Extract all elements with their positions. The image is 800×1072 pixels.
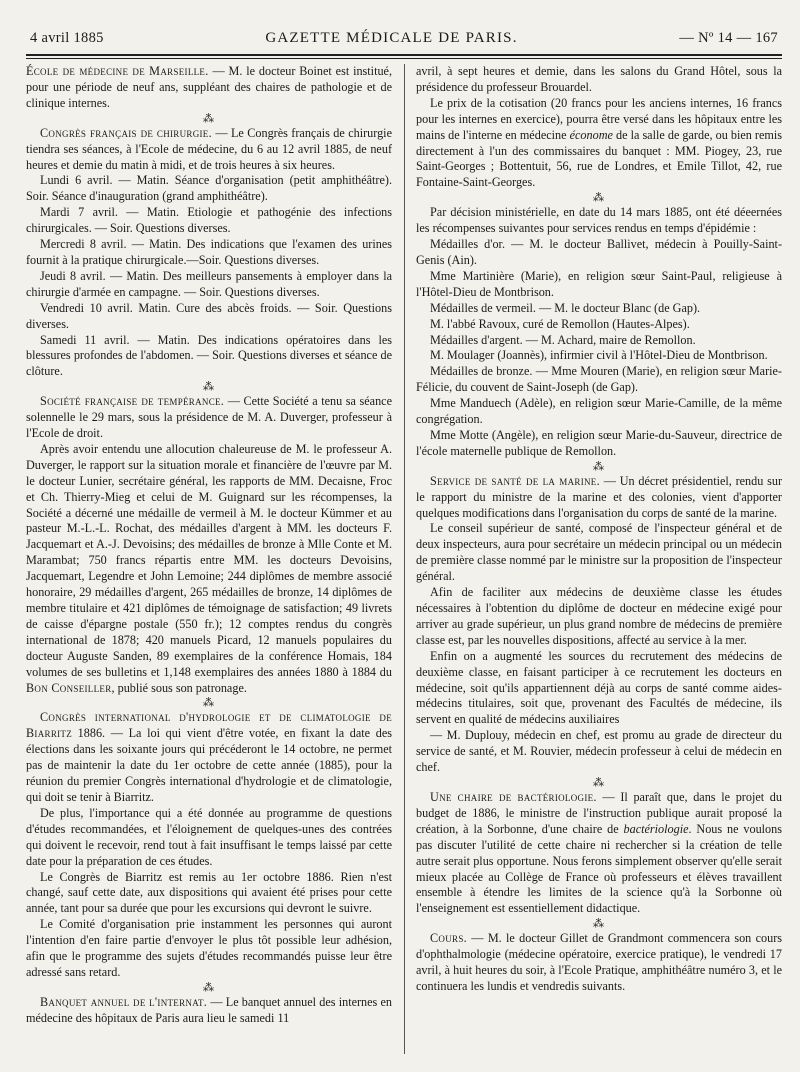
article-bacteriologie: Une chaire de bactériologie. — Il paraît que, dans le projet du budget de 1886, le ministre de l'instruction publique aurait proposé la création, à la Sorbonne, d'une chaire de bactériologie. Nous ne voulons pas discuter l'utilité de cette chaire ni rechercher si la création de telle autre serait plus opportune. Nous ferons simplement observer qu'elle serait mieux placée au Collège de France où professeurs et élèves travaillent ensemble à étendre les limites de la science qu'à la Sorbonne où l'enseignement est essentiellement didactique. bbox=[416, 789, 782, 916]
header-page-number: — Nº 14 — 167 bbox=[679, 30, 778, 46]
paragraph: Mme Motte (Angèle), en religion sœur Marie-du-Sauveur, directrice de l'école maternelle publique de Remollon. bbox=[416, 427, 782, 458]
article-temperance: Société française de tempérance. — Cette Société a tenu sa séance solennelle le 29 mars, sous la présidence de M. A. Duverger, professeur à l'Ecole de droit. bbox=[26, 394, 392, 441]
section-heading: Service de santé de la marine. bbox=[430, 473, 600, 488]
asterism-separator: ⁂ bbox=[203, 697, 215, 710]
paragraph: De plus, l'importance qui a été donnée au programme de questions d'études recommandées, et l'éloignement de quelques-unes des contrées qui doivent le recevoir, rend tout à fait insuffisant le temps laissé par cette date pour la préparation de ces études. bbox=[26, 805, 392, 868]
paragraph: Mardi 7 avril. — Matin. Etiologie et pathogénie des infections chirurgicales. — Soir. Questions diverses. bbox=[26, 205, 392, 236]
section-heading: Une chaire de bactériologie. bbox=[430, 789, 597, 804]
article-hydrologie: Congrès international d'hydrologie et de climatologie de Biarritz 1886. — La loi qui vient d'être votée, en fixant la date des élections dans les soixante jours qui précéderont le 14 octobre, ne permet pas de maintenir la date du 1er octobre de cette année (1885), pour la réunion du premier Congrès international d'hydrologie et de climatologie, qui doit se tenir à Biarritz. bbox=[26, 710, 392, 804]
article-ecole-marseille: École de médecine de Marseille. — M. le docteur Boinet est institué, pour une période de neuf ans, suppléant des chaires de pathologie et de clinique internes. bbox=[26, 64, 392, 110]
paragraph: Mme Manduech (Adèle), en religion sœur Marie-Camille, de la même congrégation. bbox=[416, 396, 782, 427]
paragraph: Mercredi 8 avril. — Matin. Des indications que l'examen des urines fournit à la pratique chirurgicale.—Soir. Questions diverses. bbox=[26, 237, 392, 267]
article-sante-marine: Service de santé de la marine. — Un décret présidentiel, rendu sur le rapport du ministre de la marine et des colonies, vient d'apporter quelques modifications dans l'organisation du corps de santé de la marine. bbox=[416, 473, 782, 520]
columns bbox=[26, 64, 782, 1054]
header-title: GAZETTE MÉDICALE DE PARIS. bbox=[265, 30, 518, 46]
paragraph: Afin de faciliter aux médecins de deuxième classe les études nécessaires à l'obtention du diplôme de docteur en médecine exigé pour arriver au grade supérieur, un plus grand nombre de médecins de première classe est, par les nouvelles dispositions, affecté au service à la mer. bbox=[416, 585, 782, 647]
section-heading: École de médecine de Marseille. bbox=[26, 64, 209, 78]
newspaper-page bbox=[26, 30, 782, 1064]
paragraph: Médailles de vermeil. — M. le docteur Blanc (de Gap). bbox=[430, 300, 701, 315]
section-heading: Société française de tempérance. bbox=[40, 394, 225, 409]
section-heading: Banquet annuel de l'internat. bbox=[40, 994, 208, 1009]
section-heading: Cours. bbox=[430, 931, 467, 946]
paragraph: Lundi 6 avril. — Matin. Séance d'organisation (petit amphithéâtre). Soir. Séance d'inauguration (grand amphithéâtre). bbox=[26, 173, 392, 204]
article-banquet: Banquet annuel de l'internat. — Le banquet annuel des internes en médecine des hôpitaux de Paris aura lieu le samedi 11 bbox=[26, 994, 392, 1025]
paragraph: Le prix de la cotisation (20 francs pour les anciens internes, 16 francs pour les internes en exercice), pourra être versé dans les hôpitaux entre les mains de l'interne en médecine économe de la salle de garde, ou bien remis directement à l'un des commissaires du banquet : MM. Piogey, 23, rue Saint-Georges ; Bottentuit, 56, rue de Londres, et Emile Tillot, 42, rue Fontaine-Saint-Georges. bbox=[416, 95, 782, 190]
paragraph: Le Congrès de Biarritz est remis au 1er octobre 1886. Rien n'est changé, sauf cette date, aux dispositions qui avaient été prises pour cette année, tant pour sa durée que pour les excursions qui devront le suivre. bbox=[26, 869, 392, 916]
asterism-separator: ⁂ bbox=[203, 112, 215, 125]
paragraph: Le Comité d'organisation prie instamment les personnes qui auront l'intention d'en faire partie d'envoyer le plus tôt possible leur adhésion, afin que le programme des sujets d'études recommandés puisse leur être adressé sans retard. bbox=[26, 917, 392, 979]
paragraph: Samedi 11 avril. — Matin. Des indications opératoires dans les blessures profondes de l'abdomen. — Soir. Questions diverses et séance de clôture. bbox=[26, 332, 392, 379]
paragraph: Médailles d'argent. — M. Achard, maire de Remollon. bbox=[430, 332, 696, 347]
left-column bbox=[26, 64, 392, 1054]
paragraph: — M. Duplouy, médecin en chef, est promu au grade de directeur du service de santé, et M. Rouvier, médecin professeur à celui de médecin en chef. bbox=[416, 728, 782, 775]
asterism-separator: ⁂ bbox=[203, 981, 215, 994]
asterism-separator: ⁂ bbox=[593, 918, 605, 931]
paragraph: Jeudi 8 avril. — Matin. Des meilleurs pansements à employer dans la chirurgie d'armée en campagne. — Soir. Questions diverses. bbox=[26, 268, 392, 299]
asterism-separator: ⁂ bbox=[593, 776, 605, 789]
article-decision-ministerielle: Par décision ministérielle, en date du 14 mars 1885, ont été déeernées les récompenses suivantes pour services rendus en temps d'épidémie : bbox=[416, 205, 782, 236]
article-congres-chirurgie: Congrès français de chirurgie. — Le Congrès français de chirurgie tiendra ses séances, à l'Ecole de médecine, du 6 au 12 avril 1885, de neuf heures et demie du matin à midi, et de trois heures à six heures. bbox=[26, 125, 392, 172]
asterism-separator: ⁂ bbox=[203, 381, 215, 394]
paragraph: M. Moulager (Joannès), infirmier civil à l'Hôtel-Dieu de Montbrison. bbox=[430, 348, 768, 363]
paragraph: M. l'abbé Ravoux, curé de Remollon (Hautes-Alpes). bbox=[430, 316, 690, 331]
section-heading: Congrès international d'hydrologie et de climatologie de Biarritz bbox=[26, 710, 392, 741]
paragraph: Mme Martinière (Marie), en religion sœur Saint-Paul, religieuse à l'Hôtel-Dieu de Montbrison. bbox=[416, 268, 782, 299]
paragraph: avril, à sept heures et demie, dans les salons du Grand Hôtel, sous la présidence du professeur Brouardel. bbox=[416, 64, 782, 94]
asterism-separator: ⁂ bbox=[593, 192, 605, 205]
paragraph: Après avoir entendu une allocution chaleureuse de M. le professeur A. Duverger, le rapport sur la situation morale et financière de l'œuvre par M. le docteur Lunier, secrétaire général, les rapports de MM. Decaisne, Froc et Ch. Thierry-Mieg et celui de M. Guignard sur les récompenses, la Société a décerné une médaille de vermeil à M. le docteur Kümmer et au pasteur M.-L.-L. Rochat, des médailles d'argent à MM. les docteurs F. Jacquemart et A.-J. Devoisins; des médailles de bronze à Mlle Conte et M. Marambat; 750 francs répartis entre MM. les docteurs Devoisins, Jacquemart, Legendre et John Lemoine; 244 diplômes de membre associé honoraire, 29 médailles d'argent, 265 médailles de bronze, 14 diplômes de membre titulaire et 421 diplômes de témoignage de satisfaction; 49 livrets de caisse d'épargne postale (550 fr.); 12 comptes rendus du congrès international de 1878; 420 manuels Picard, 12 manuels populaires du docteur Auguste Sanden, 89 exemplaires de la conférence Homais, 184 volumes de ses bulletins et 1,148 exemplaires des années 1880 à 1884 du Bon Conseiller, publié sous son patronage. bbox=[26, 441, 392, 695]
paragraph: Enfin on a augmenté les sources du recrutement des médecins de deuxième classe, en faisant participer à ce recrutement les docteurs en médecine, soit qu'ils appartiennent déjà au corps de santé comme aides-médecins titulaires, soit que, provenant des Facultés de médecine, ils servent en qualité de médecins auxiliaires bbox=[416, 648, 782, 727]
paragraph: Le conseil supérieur de santé, composé de l'inspecteur général et de deux inspecteurs, aura pour secrétaire un médecin principal ou un médecin de première classe nommé par le ministre sur la proposition de l'inspecteur général. bbox=[416, 521, 782, 584]
header-date: 4 avril 1885 bbox=[30, 30, 104, 46]
header-rule bbox=[26, 54, 782, 59]
right-column bbox=[416, 64, 782, 1054]
article-cours: Cours. — M. le docteur Gillet de Grandmont commencera son cours d'ophthalmologie (médecine opératoire, exercice pratique), le vendredi 17 avril, à huit heures du soir, à l'Ecole Pratique, amphithéâtre numéro 3, et le continuera les lundis et vendredis suivants. bbox=[416, 931, 782, 993]
column-divider bbox=[404, 64, 405, 1054]
paragraph: Médailles de bronze. — Mme Mouren (Marie), en religion sœur Marie-Félicie, du couvent de Saint-Joseph (de Gap). bbox=[416, 364, 782, 395]
paragraph: Vendredi 10 avril. Matin. Cure des abcès froids. — Soir. Questions diverses. bbox=[26, 300, 392, 331]
page-header bbox=[26, 30, 782, 47]
section-heading: Congrès français de chirurgie. bbox=[40, 125, 212, 140]
asterism-separator: ⁂ bbox=[593, 460, 605, 473]
paragraph: Médailles d'or. — M. le docteur Ballivet, médecin à Pouilly-Saint-Genis (Ain). bbox=[416, 237, 782, 267]
